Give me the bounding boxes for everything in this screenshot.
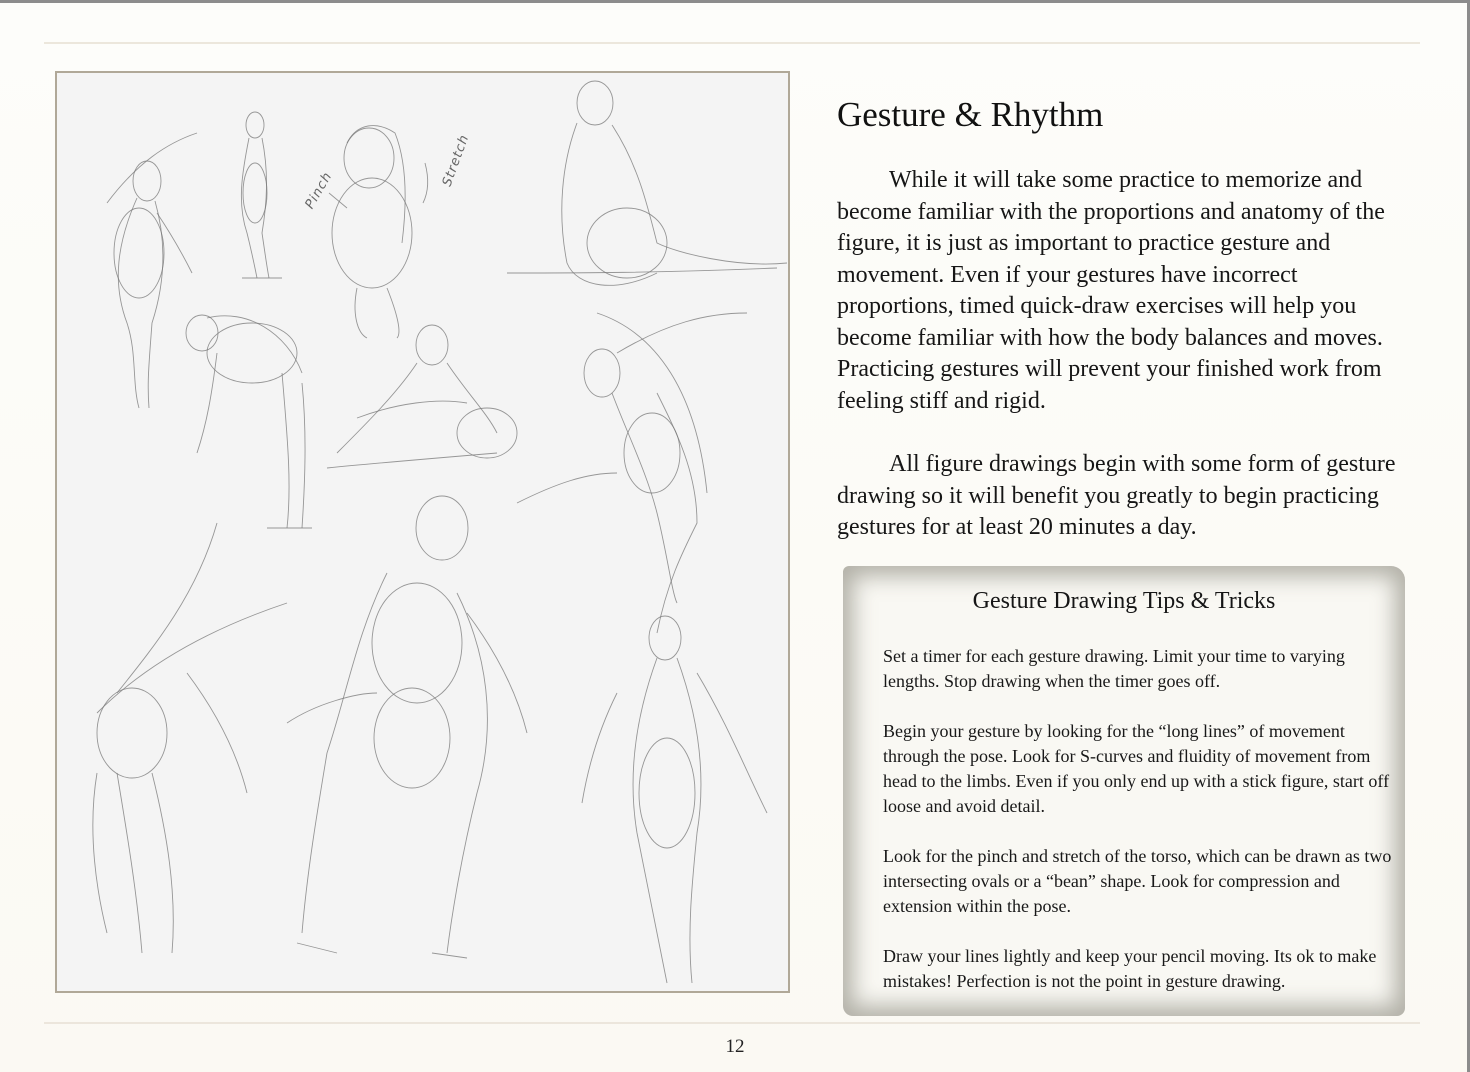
practice-paragraph-text: All figure drawings begin with some form of gesture drawing so it will benefit you greatly to begin practicing gestures for at least 20 minutes a day. [837, 451, 1396, 540]
tip-item: Draw your lines lightly and keep your pencil moving. Its ok to make mistakes! Perfection is not the point in gesture drawing. [883, 946, 1377, 991]
tip-item: Look for the pinch and stretch of the torso, which can be drawn as two intersecting ovals or a “bean” shape. Look for compression and extension within the pose. [883, 846, 1392, 916]
stretch-annotation: Stretch [439, 132, 473, 189]
sketch-figure [186, 315, 312, 528]
section-heading: Gesture & Rhythm [837, 95, 1104, 134]
sketch-figure [287, 496, 527, 958]
sketch-figure [517, 313, 747, 633]
sketch-figure [93, 523, 287, 953]
tips-title: Gesture Drawing Tips & Tricks [972, 588, 1276, 614]
sketch-figure [241, 112, 282, 278]
intro-paragraph-text: While it will take some practice to memorize and become familiar with the proportions and anatomy of the figure, it is just as important to practice gesture and movement. Even if your gestures have incorrect proportions, timed quick-draw exercises will help you become familiar with how the body balances and moves. Practicing gestures will prevent your finished work from feeling stiff and rigid. [837, 167, 1385, 414]
tips-callout-box [843, 566, 1405, 1016]
pinch-annotation: Pinch [302, 169, 336, 212]
sketch-figure [329, 126, 428, 338]
practice-paragraph [837, 449, 1412, 544]
intro-paragraph [837, 165, 1412, 417]
sketch-drawing [57, 73, 788, 991]
tip-item: Begin your gesture by looking for the “long lines” of movement through the pose. Look for S-curves and fluidity of movement from head to the limbs. Even if you only end up with a stick figure, start off loose and avoid detail. [883, 721, 1390, 816]
sketch-figure [327, 325, 517, 468]
gesture-sketches-illustration [55, 71, 790, 993]
sketch-figure [507, 81, 787, 285]
footer-rule [44, 1022, 1420, 1024]
sketch-figure [582, 616, 767, 983]
sketch-figure [107, 133, 197, 408]
tip-item: Set a timer for each gesture drawing. Limit your time to varying lengths. Stop drawing when the timer goes off. [883, 646, 1345, 691]
header-rule [44, 42, 1420, 44]
page-number: 12 [725, 1036, 745, 1057]
tips-list [883, 644, 1401, 1019]
